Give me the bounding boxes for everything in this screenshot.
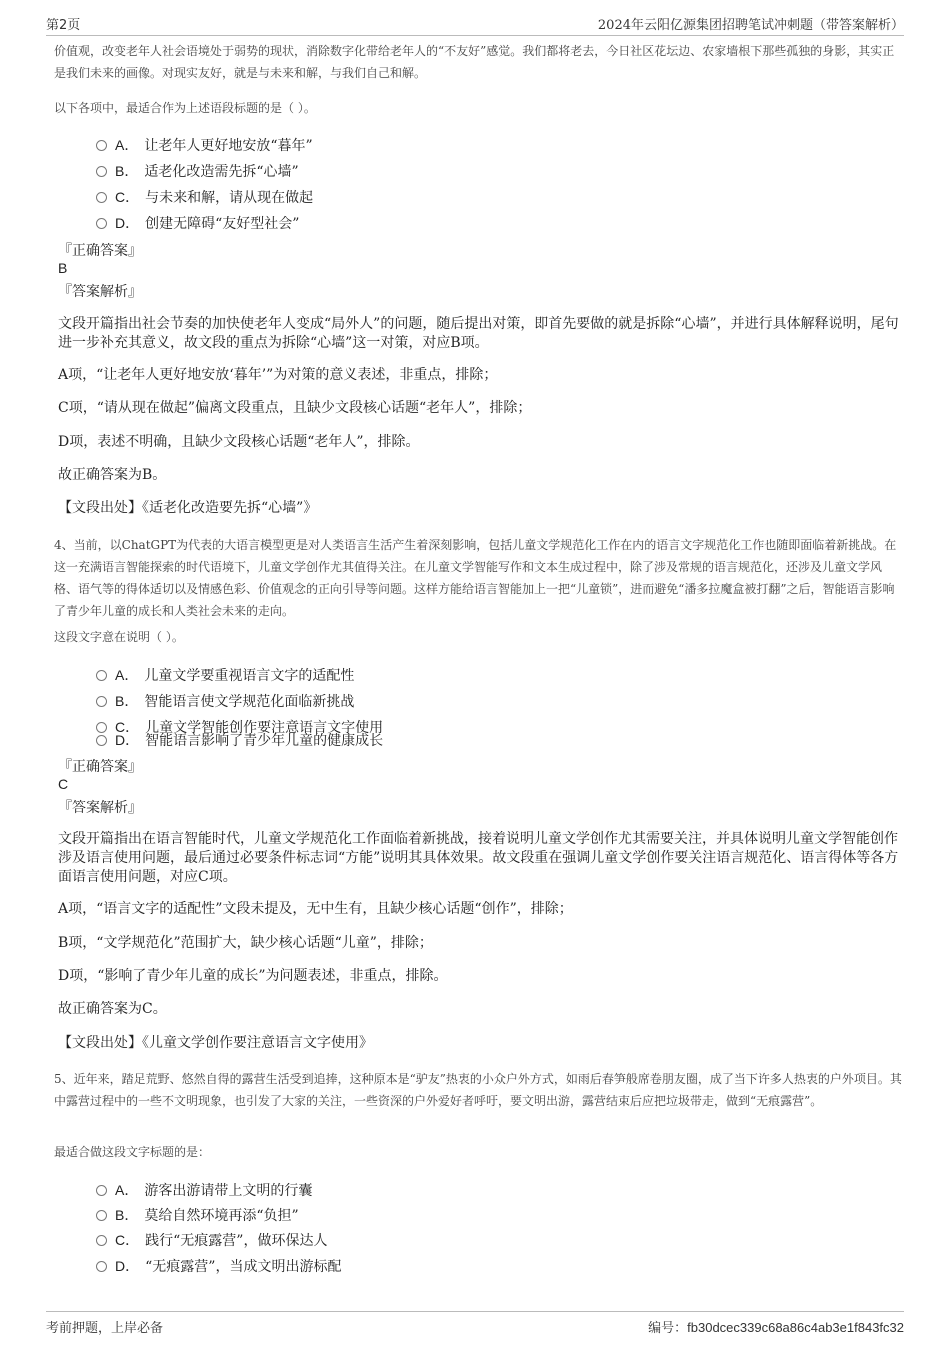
q4-option-b[interactable]: B． 智能语言使文学规范化面临新挑战 <box>96 691 354 711</box>
radio-icon[interactable] <box>96 166 107 177</box>
radio-icon[interactable] <box>96 670 107 681</box>
q3-passage-end: 价值观，改变老年人社会语境处于弱势的现状，消除数字化带给老年人的“不友好”感觉。我们都将老去，今日社区花坛边、农家墙根下那些孤独的身影，其实正是我们未来的画像。对现实友好，就是与未来和解，与我们自己和解。 <box>54 44 895 80</box>
q3-analysis-c: C项，“请从现在做起”偏离文段重点，且缺少文段核心话题“老年人”，排除； <box>58 400 532 416</box>
q3-option-a[interactable]: A． 让老年人更好地安放“暮年” <box>96 135 313 155</box>
q4-answer-label: 『正确答案』 <box>58 759 142 775</box>
q5-passage: 5、近年来，踏足荒野、悠然自得的露营生活受到追捧，这种原本是“驴友”热衷的小众户外方式，如雨后春笋般席卷朋友圈，成了当下许多人热衷的户外项目。其中露营过程中的一些不文明现象，也引发了大家的关注，一些资深的户外爱好者呼吁，要文明出游，露营结束后应把垃圾带走，做到“无痕露营”。 <box>54 1072 902 1108</box>
q4-option-c[interactable]: C． 儿童文学智能创作要注意语言文字使用 <box>96 717 383 737</box>
footer-slogan: 考前押题，上岸必备 <box>46 1321 164 1336</box>
radio-icon[interactable] <box>96 1261 107 1272</box>
radio-icon[interactable] <box>96 140 107 151</box>
q4-question: 这段文字意在说明（ ）。 <box>54 630 184 644</box>
q4-option-a[interactable]: A． 儿童文学要重视语言文字的适配性 <box>96 665 354 685</box>
q3-option-b[interactable]: B． 适老化改造需先拆“心墙” <box>96 161 299 181</box>
q3-analysis-a: A项，“让老年人更好地安放‘暮年’”为对策的意义表述，非重点，排除； <box>58 367 498 383</box>
radio-icon[interactable] <box>96 218 107 229</box>
radio-icon[interactable] <box>96 696 107 707</box>
footer-code: 编号：fb30dcec339c68a86c4ab3e1f843fc32 <box>648 1320 904 1336</box>
q5-option-d[interactable]: D． “无痕露营”，当成文明出游标配 <box>96 1256 341 1276</box>
q4-analysis-label: 『答案解析』 <box>58 800 142 816</box>
radio-icon[interactable] <box>96 1210 107 1221</box>
q4-source: 【文段出处】《儿童文学创作要注意语言文字使用》 <box>58 1035 373 1051</box>
page-footer <box>46 1311 904 1335</box>
q3-analysis-text: 文段开篇指出社会节奏的加快使老年人变成“局外人”的问题，随后提出对策，即首先要做的就是拆除“心墙”，并进行具体解释说明，尾句进一步补充其意义，故文段的重点为拆除“心墙”这一对策，对应B项。 <box>58 316 899 351</box>
radio-icon[interactable] <box>96 735 107 746</box>
radio-icon[interactable] <box>96 192 107 203</box>
radio-icon[interactable] <box>96 1185 107 1196</box>
q5-option-a[interactable]: A． 游客出游请带上文明的行囊 <box>96 1180 312 1200</box>
q4-analysis-text: 文段开篇指出在语言智能时代，儿童文学规范化工作面临着新挑战，接着说明儿童文学创作尤其需要关注，并具体说明儿童文学智能创作涉及语言使用问题，最后通过必要条件标志词“方能”说明其具体效果。故文段重在强调儿童文学创作要关注语言规范化、语言得体等各方面语言使用问题，对应C项。 <box>58 831 899 885</box>
q4-conclusion: 故正确答案为C。 <box>58 1001 167 1017</box>
q4-analysis-b: B项，“文学规范化”范围扩大，缺少核心话题“儿童”，排除； <box>58 935 433 951</box>
q3-option-d[interactable]: D． 创建无障碍“友好型社会” <box>96 213 299 233</box>
q5-option-c[interactable]: C． 践行“无痕露营”，做环保达人 <box>96 1230 327 1250</box>
q3-conclusion: 故正确答案为B。 <box>58 467 167 483</box>
q4-answer: C <box>58 776 69 792</box>
q5-question: 最适合做这段文字标题的是： <box>54 1145 211 1159</box>
q3-analysis-label: 『答案解析』 <box>58 284 142 300</box>
page-header <box>46 12 904 36</box>
q5-option-b[interactable]: B． 莫给自然环境再添“负担” <box>96 1205 299 1225</box>
q3-question: 以下各项中，最适合作为上述语段标题的是（ ）。 <box>54 101 316 115</box>
q4-passage: 4、当前，以ChatGPT为代表的大语言模型更是对人类语言生活产生着深刻影响，包括儿童文学规范化工作在内的语言文字规范化工作也随即面临着新挑战。在这一充满语言智能探索的时代语境下，儿童文学创作尤其值得关注。在儿童文学智能写作和文本生成过程中，除了涉及常规的语言规范化，还涉及儿童文学风格、语气等的得体适切以及情感色彩、价值观念的正向引导等问题。这样方能给语言智能加上一把“儿童锁”，进而避免“潘多拉魔盒被打翻”之后，智能语言影响了青少年儿童的成长和人类社会未来的走向。 <box>54 538 897 618</box>
document-title: 2024年云阳亿源集团招聘笔试冲刺题（带答案解析） <box>597 18 904 33</box>
q3-analysis-d: D项，表述不明确，且缺少文段核心话题“老年人”，排除。 <box>58 434 420 450</box>
q3-answer: B <box>58 260 68 276</box>
q4-analysis-a: A项，“语言文字的适配性”文段未提及，无中生有，且缺少核心话题“创作”，排除； <box>58 901 573 917</box>
q3-source: 【文段出处】《适老化改造要先拆“心墙”》 <box>58 500 318 516</box>
q4-option-d[interactable]: D． 智能语言影响了青少年儿童的健康成长 <box>96 730 383 750</box>
q3-option-c[interactable]: C． 与未来和解，请从现在做起 <box>96 187 313 207</box>
radio-icon[interactable] <box>96 1235 107 1246</box>
q3-answer-label: 『正确答案』 <box>58 243 142 259</box>
page-number: 第2页 <box>46 18 81 33</box>
q4-analysis-d: D项，“影响了青少年儿童的成长”为问题表述，非重点，排除。 <box>58 968 448 984</box>
